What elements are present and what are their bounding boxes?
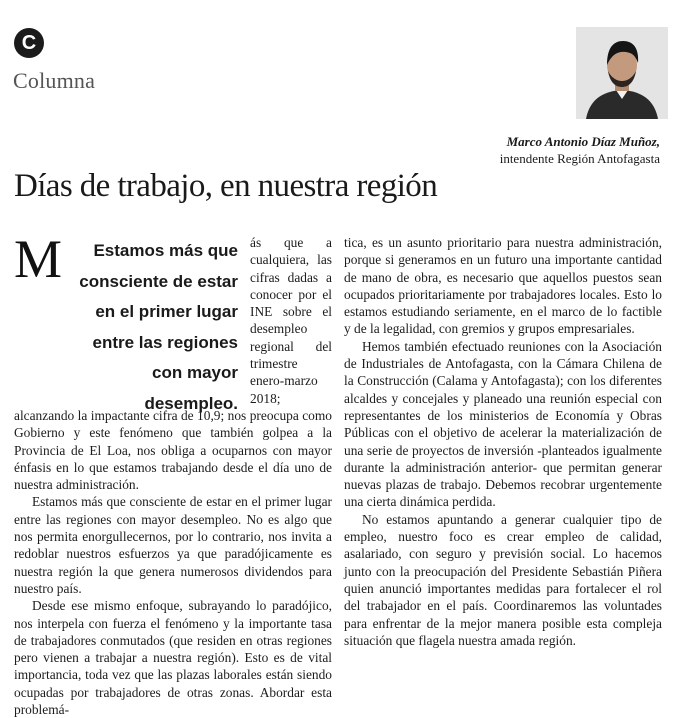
drop-cap: M xyxy=(14,229,63,289)
paragraph: Hemos también efectuado reuniones con la Asociación de Industriales de Antofagasta, con la Cámara Chilena de la Construcción (Calama y Antofagasta); con los diferentes alcaldes y concejales y planeado una reunión especial con representantes de los ministerios de Economía y Obras Públicas con el objetivo de acelerar la materialización de una serie de proyectos de inversión -planteados igualmente durante la administración anterior- que permitan generar nuevas plazas de trabajo. Debemos recobrar urgentemente una cierta dinámica perdida. xyxy=(344,338,662,510)
paragraph: Desde ese mismo enfoque, subrayando lo paradójico, nos interpela con fuerza el fenómeno y la importante tasa de trabajadores conmutados (que residen en otras regiones pero vienen a trabajar a nuestra región). Esto es de vital importancia, toda vez que las plazas laborales están siendo ocupadas por trabajadores de otras zonas. Abordar esta problemá- xyxy=(14,598,332,718)
paragraph: tica, es un asunto prioritario para nuestra administración, porque si generamos en un futuro una importante cantidad de mano de obra, es necesario que aquellos puestos sean ocupados prioritariamente por trabajadores locales. Esto lo estamos estudiando seriamente, en el marco de lo factible y de la legalidad, con gremios y grupos empresariales. xyxy=(344,235,662,337)
paragraph-text: ás que a cualquiera, las cifras dadas a conocer por el INE sobre el desempleo regional del trimestre enero-marzo 2018; alcanzando la impactante cifra de 10,9; nos preocupa como Gobierno y este fenómeno que también golpea a la Provincia de El Loa, nos obliga a ocuparnos con mayor énfasis en lo que estamos trabajando desde el día uno de nuestra administración. xyxy=(14,235,332,493)
author-name: Marco Antonio Díaz Muñoz, xyxy=(506,134,660,149)
paragraph xyxy=(14,229,332,493)
pull-quote: Estamos más que consciente de estar en el primer lugar entre las regiones con mayor desempleo. xyxy=(79,241,239,413)
byline xyxy=(500,133,660,167)
paragraph: No estamos apuntando a generar cualquier tipo de empleo, nuestro foco es crear empleo de calidad, asalariado, con seguro y previsión social. Lo hacemos junto con la preocupación del Presidente Sebastián Piñera quien anunció importantes medidas para fortalecer el rol del trabajador en el país. Coordinaremos las voluntades para enfrentar de la mejor manera posible esta compleja situación que flagela nuestra amada región. xyxy=(344,511,662,648)
author-photo xyxy=(576,27,668,119)
author-role: intendente Región Antofagasta xyxy=(499,151,660,166)
article-headline: Días de trabajo, en nuestra región xyxy=(14,168,438,204)
section-badge: C xyxy=(14,28,44,58)
paragraph: Estamos más que consciente de estar en el primer lugar entre las regiones con mayor desempleo. No es algo que nos permita enorgullecernos, por lo contrario, nos invita a redoblar nuestros esfuerzos ya que paradójicamente es nuestra región la que genera numerosos dividendos para nuestro país. xyxy=(14,494,332,596)
article-column-2 xyxy=(344,234,662,649)
section-label: Columna xyxy=(13,68,96,93)
article-column-1 xyxy=(14,229,332,718)
